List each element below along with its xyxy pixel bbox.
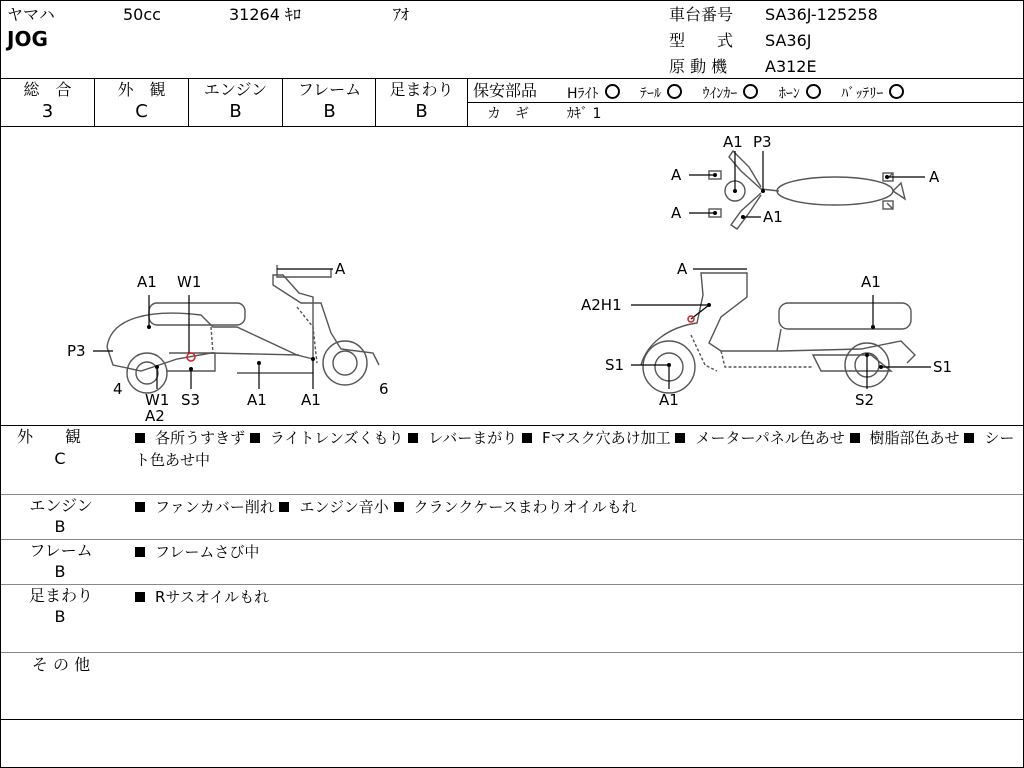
ok-mark-icon [889,84,904,99]
label: A2 [145,407,165,425]
grade-engine [189,79,282,126]
bullet-icon [279,502,289,512]
note-item: クランクケースまわりオイルもれ [394,498,637,516]
label: P3 [753,133,772,151]
grade-label: 総 合 [23,80,72,99]
grade-overall [1,79,94,126]
safety-parts [567,84,920,101]
note-item: シート色あせ中 [135,429,1015,469]
label: W1 [145,391,170,409]
label: S2 [855,391,875,409]
scooter-top-view [709,151,905,229]
damage-diagram [1,127,1023,425]
engine-value: A312E [765,57,817,76]
label: A1 [301,391,321,409]
part-name: ﾃｰﾙ [639,86,661,102]
key-value: ｶｷﾞ 1 [567,106,602,122]
note-item: エンジン音小 [279,498,388,516]
part-winker [702,86,758,102]
label: A1 [763,208,783,226]
grade-label: フレーム [297,80,362,99]
label: A1 [137,273,157,291]
note-item: ファンカバー削れ [135,498,275,516]
label: A1 [723,133,743,151]
note-items-engine [135,496,637,518]
label: S1 [933,358,953,376]
frame-no: SA36J-125258 [765,5,878,24]
color: ｱｵ [393,5,410,24]
safety-label: 保安部品 [473,81,538,100]
note-grade: B [54,562,66,581]
bullet-icon [135,433,145,443]
bullet-icon [964,433,974,443]
part-horn [779,86,821,102]
part-name: ﾊﾞｯﾃﾘｰ [841,86,884,102]
label: S1 [605,356,625,374]
note-item: Rサスオイルもれ [135,588,269,606]
mileage: 31264 ｷﾛ [229,5,301,24]
note-item: メーターパネル色あせ [675,429,844,447]
model-name: JOG [7,27,48,51]
label: A [929,168,940,186]
ok-mark-icon [743,84,758,99]
label: A1 [659,391,679,409]
label: 4 [113,380,123,398]
part-name: ﾎｰﾝ [778,86,800,102]
note-grade: C [54,449,66,468]
note-category: 足まわり [28,586,93,605]
part-name: ｳｲﾝｶｰ [702,86,738,102]
divider [468,102,1023,103]
bullet-icon [250,433,260,443]
note-grade: B [54,607,66,626]
type-value: SA36J [765,31,812,50]
bullet-icon [135,502,145,512]
note-items-exterior [135,427,1015,471]
label: 6 [379,380,389,398]
note-category: そ の 他 [31,655,91,674]
note-item: レバーまがり [408,429,517,447]
label: A1 [247,391,267,409]
grade-value: 3 [41,101,54,122]
label: S3 [181,391,201,409]
grade-suspension [376,79,467,126]
label: A1 [861,273,881,291]
bullet-icon [522,433,532,443]
divider [1,652,1023,653]
label: A [335,260,346,278]
part-headlight [567,86,620,102]
label: W1 [177,273,202,291]
grade-label: 足まわり [389,80,454,99]
note-category: エンジン [29,496,93,515]
bullet-icon [850,433,860,443]
scooter-right-side-view [641,273,915,393]
grade-exterior [95,79,188,126]
note-items-frame [135,541,259,563]
label: A [671,166,682,184]
bullet-icon [394,502,404,512]
part-battery [841,86,904,102]
grade-label: エンジン [203,80,268,99]
part-taillight [640,86,682,102]
divider [1,539,1023,540]
bullet-icon [135,547,145,557]
key-label: カ ギ [487,106,529,122]
note-item: 樹脂部色あせ [850,429,960,447]
bullet-icon [408,433,418,443]
note-item: 各所うすきず [135,429,245,447]
displacement: 50cc [123,5,161,24]
grade-value: C [135,101,148,122]
divider [1,425,1023,426]
grade-value: B [323,101,336,122]
type-label: 型 式 [669,31,734,50]
note-category: フレーム [29,541,93,560]
label: A [677,260,688,278]
grade-label: 外 観 [117,80,166,99]
note-items-suspension [135,586,269,608]
note-item: Fマスク穴あけ加工 [522,429,671,447]
label: P3 [67,342,86,360]
note-category: 外 観 [16,427,81,446]
label: A2H1 [581,296,622,314]
bullet-icon [675,433,685,443]
ok-mark-icon [605,84,620,99]
grade-frame [283,79,376,126]
grade-value: B [415,101,428,122]
divider [1,719,1023,720]
engine-label: 原 動 機 [669,57,728,76]
note-item: ライトレンズくもり [250,429,404,447]
frame-no-label: 車台番号 [669,5,734,24]
divider [1,584,1023,585]
note-grade: B [54,517,66,536]
grade-value: B [229,101,242,122]
ok-mark-icon [667,84,682,99]
bullet-icon [135,592,145,602]
ok-mark-icon [806,84,821,99]
part-name: Hﾗｲﾄ [567,86,599,102]
note-item: フレームさび中 [135,543,259,561]
divider [1,494,1023,495]
maker: ヤマハ [7,5,55,24]
label: A [671,204,682,222]
